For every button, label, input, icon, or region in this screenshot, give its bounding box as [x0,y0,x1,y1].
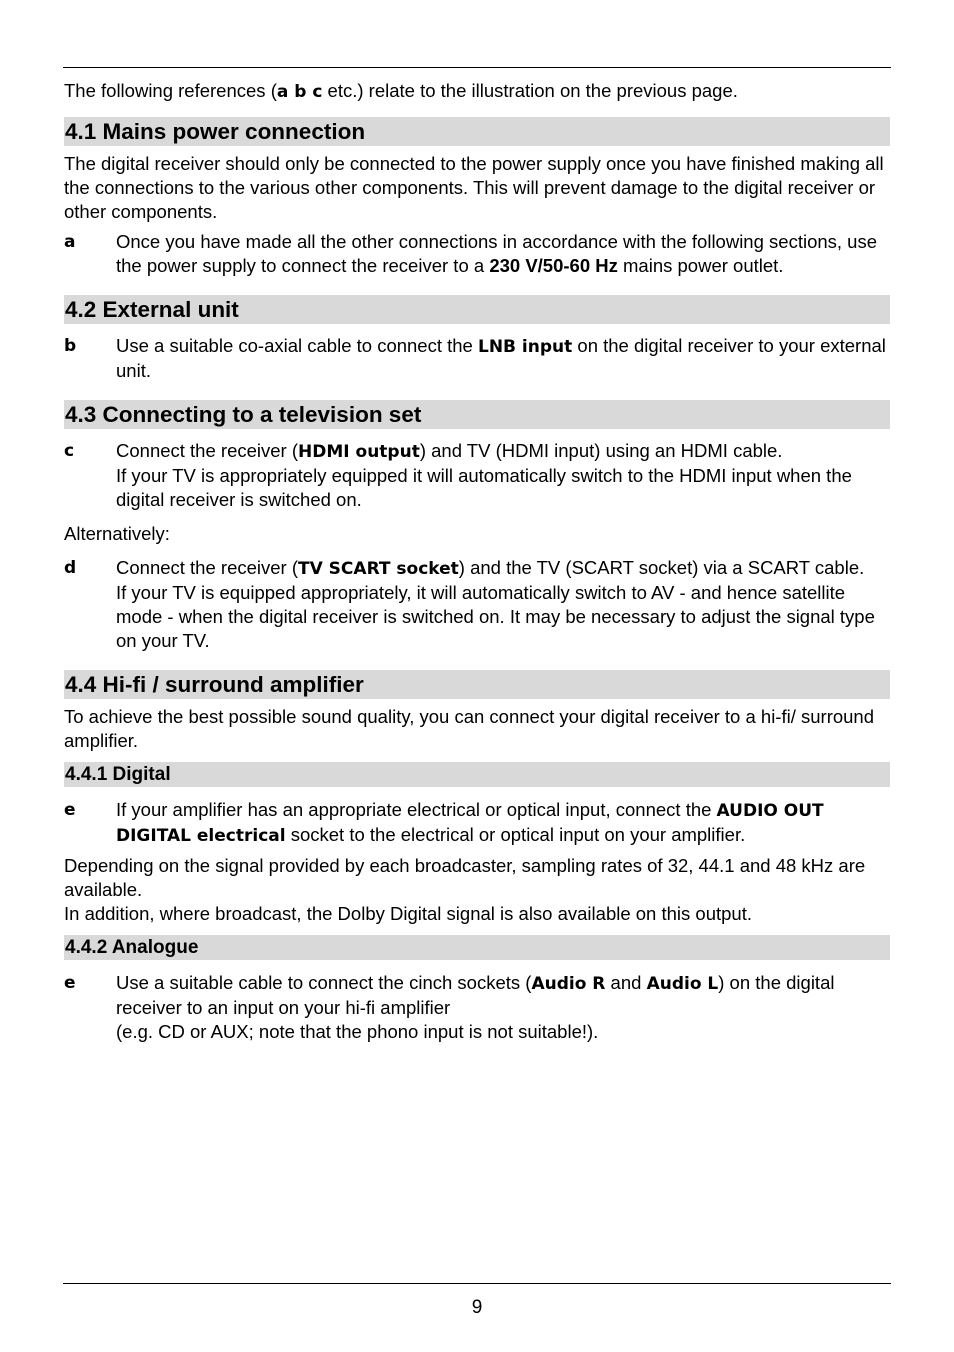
item-d-line1 [116,556,890,581]
item-d-line2: If your TV is equipped appropriately, it will automatically switch to AV - and hence satellite mode - when the digital receiver is switched on. It may be necessary to adjust the signal type on your TV. [116,582,875,651]
item-a-key: a [64,232,76,252]
item-a [64,230,890,278]
item-c-body [116,439,890,512]
bottom-rule [63,1283,891,1284]
intro-post: etc.) relate to the illustration on the previous page. [322,80,738,101]
item-e-digital-key: e [64,800,76,820]
item-a-post: mains power outlet. [617,255,784,276]
item-e-analogue-line2: (e.g. CD or AUX; note that the phono input is not suitable!). [116,1021,599,1042]
intro-refs: a b c [276,82,323,102]
item-e-analogue-bold-l: Audio L [646,974,719,994]
item-d-post: ) and the TV (SCART socket) via a SCART cable. [458,557,865,578]
item-c-line2: If your TV is appropriately equipped it will automatically switch to the HDMI input when the digital receiver is switched on. [116,465,852,510]
item-d [64,556,890,653]
item-e-digital-body [116,798,890,848]
heading-4-1: 4.1 Mains power connection [64,117,890,146]
item-e-analogue-key: e [64,973,76,993]
digital-para-2: In addition, where broadcast, the Dolby Digital signal is also available on this output. [64,903,752,924]
page-number: 9 [471,1297,483,1318]
item-c-bold: HDMI output [298,442,420,462]
item-b-key: b [64,336,77,356]
item-b [64,334,890,383]
item-c-key: c [64,441,75,461]
item-b-pre: Use a suitable co-axial cable to connect the [116,335,478,356]
alternatively-text: Alternatively: [64,523,170,544]
item-e-analogue [64,971,890,1044]
item-b-post: on the digital receiver to your external unit. [116,335,886,381]
item-c-pre: Connect the receiver ( [116,440,299,461]
item-b-body [116,334,890,383]
item-a-bold: 230 V/50-60 Hz [489,255,618,276]
item-e-digital-pre: If your amplifier has an appropriate electrical or optical input, connect the [116,799,717,820]
item-e-digital [64,798,890,848]
item-d-body [116,556,890,653]
s44-para: To achieve the best possible sound quality, you can connect your digital receiver to a hi-fi/ surround amplifier. [64,706,875,751]
heading-4-4: 4.4 Hi-fi / surround amplifier [64,670,890,699]
item-e-analogue-post: ) on the digital receiver to an input on your hi-fi amplifier [116,972,835,1018]
heading-4-3: 4.3 Connecting to a television set [64,400,890,429]
item-d-bold: TV SCART socket [298,559,459,579]
item-e-analogue-mid: and [605,972,647,993]
item-e-digital-post: socket to the electrical or optical input on your amplifier. [285,824,746,845]
heading-4-2: 4.2 External unit [64,295,890,324]
item-e-analogue-bold-r: Audio R [531,974,606,994]
item-e-analogue-body [116,971,890,1044]
item-c-post: ) and TV (HDMI input) using an HDMI cable. [419,440,783,461]
heading-4-4-1: 4.4.1 Digital [64,762,890,787]
item-b-bold: LNB input [478,337,573,357]
page-content [64,79,890,1044]
item-d-key: d [64,558,77,578]
heading-4-4-2: 4.4.2 Analogue [64,935,890,960]
item-a-body [116,230,890,278]
s41-para: The digital receiver should only be connected to the power supply once you have finished making all the connections to the various other components. This will prevent damage to the digital receiver or other components. [64,153,884,222]
intro-text [64,79,890,104]
item-e-analogue-pre: Use a suitable cable to connect the cinch sockets ( [116,972,532,993]
intro-pre: The following references ( [64,80,277,101]
item-e-analogue-line1 [116,971,890,1020]
item-d-pre: Connect the receiver ( [116,557,299,578]
item-e-digital-bold: AUDIO OUT DIGITAL electrical [116,801,824,846]
item-a-pre: Once you have made all the other connections in accordance with the following sections, use the power supply to connect the receiver to a [116,231,878,276]
top-rule [63,67,891,68]
item-c [64,439,890,512]
digital-para-1: Depending on the signal provided by each broadcaster, sampling rates of 32, 44.1 and 48 kHz are available. [64,855,866,900]
item-c-line1 [116,439,890,464]
